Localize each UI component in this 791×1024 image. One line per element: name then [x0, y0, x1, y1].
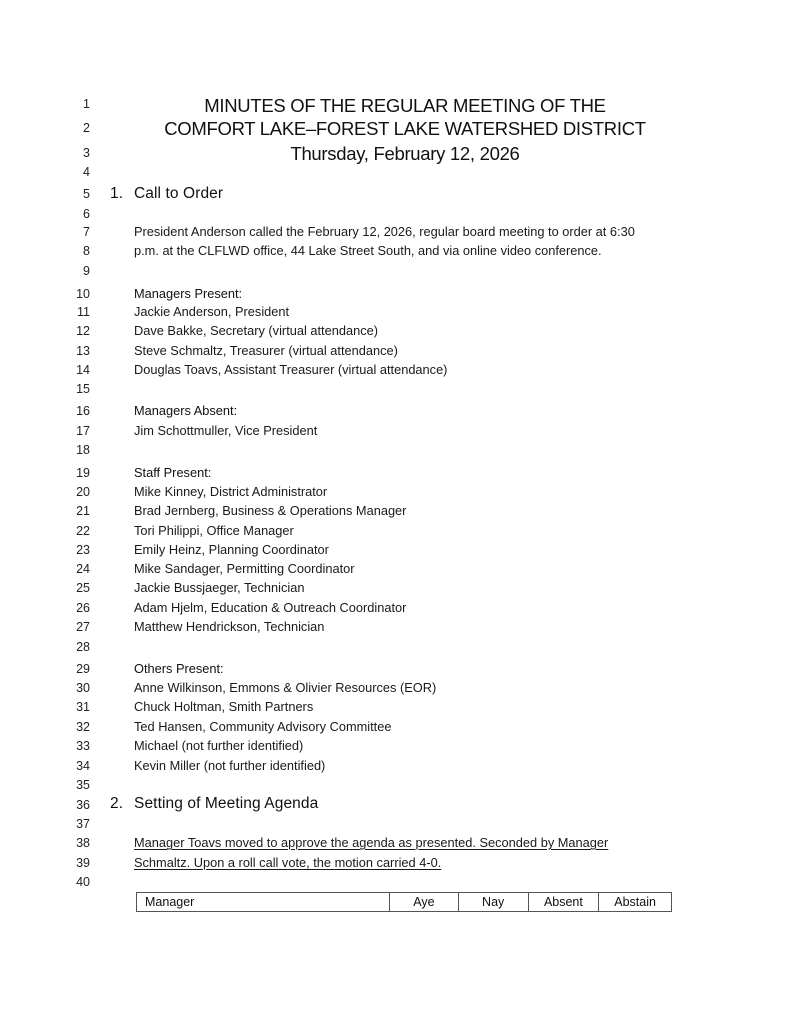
line-number: 22: [76, 524, 90, 538]
others-present-item: Chuck Holtman, Smith Partners: [134, 699, 314, 714]
call-to-order-text-line-2: p.m. at the CLFLWD office, 44 Lake Street South, and via online video conference.: [134, 243, 602, 258]
staff-present-label: Staff Present:: [134, 465, 212, 480]
staff-present-item: Mike Kinney, District Administrator: [134, 484, 328, 499]
others-present-item: Anne Wilkinson, Emmons & Olivier Resources (EOR): [134, 680, 437, 695]
agenda-motion-line-2: Schmaltz. Upon a roll call vote, the motion carried 4-0.: [134, 855, 442, 870]
line-number: 39: [76, 856, 90, 870]
manager-absent-item: Jim Schottmuller, Vice President: [134, 423, 318, 438]
line-number: 4: [83, 165, 90, 179]
line-number: 33: [76, 739, 90, 753]
line-number: 20: [76, 485, 90, 499]
line-number: 1: [83, 97, 90, 111]
staff-present-item: Tori Philippi, Office Manager: [134, 523, 294, 538]
line-number: 37: [76, 817, 90, 831]
section-2-heading: Setting of Meeting Agenda: [134, 795, 319, 812]
line-number: 32: [76, 720, 90, 734]
line-number: 23: [76, 543, 90, 557]
section-1-number: 1.: [110, 185, 124, 202]
vote-table-header-aye: Aye: [390, 893, 459, 911]
others-present-item: Kevin Miller (not further identified): [134, 758, 326, 773]
line-number: 34: [76, 759, 90, 773]
line-number: 13: [76, 344, 90, 358]
line-number: 21: [76, 504, 90, 518]
staff-present-item: Adam Hjelm, Education & Outreach Coordinator: [134, 600, 407, 615]
section-2-number: 2.: [110, 795, 124, 812]
vote-table-header-abstain: Abstain: [614, 895, 656, 909]
staff-present-item: Brad Jernberg, Business & Operations Manager: [134, 503, 407, 518]
staff-present-item: Matthew Hendrickson, Technician: [134, 619, 325, 634]
manager-present-item: Steve Schmaltz, Treasurer (virtual attendance): [134, 343, 398, 358]
line-number: 25: [76, 581, 90, 595]
others-present-item: Ted Hansen, Community Advisory Committee: [134, 719, 392, 734]
staff-present-item: Emily Heinz, Planning Coordinator: [134, 542, 329, 557]
managers-absent-label: Managers Absent:: [134, 403, 238, 418]
line-number: 28: [76, 640, 90, 654]
line-number: 38: [76, 836, 90, 850]
document-title-line-1: MINUTES OF THE REGULAR MEETING OF THE: [204, 95, 606, 116]
vote-table: [136, 892, 672, 912]
line-number: 30: [76, 681, 90, 695]
line-number: 12: [76, 324, 90, 338]
managers-present-label: Managers Present:: [134, 286, 243, 301]
line-number: 17: [76, 424, 90, 438]
line-number: 3: [83, 146, 90, 160]
vote-table-header-nay: Nay: [459, 893, 529, 911]
line-number: 35: [76, 778, 90, 792]
line-number: 5: [83, 187, 90, 201]
line-number: 9: [83, 264, 90, 278]
manager-present-item: Douglas Toavs, Assistant Treasurer (virtual attendance): [134, 362, 448, 377]
line-number: 27: [76, 620, 90, 634]
manager-present-item: Jackie Anderson, President: [134, 304, 290, 319]
line-number: 18: [76, 443, 90, 457]
line-number: 26: [76, 601, 90, 615]
line-number: 24: [76, 562, 90, 576]
staff-present-item: Jackie Bussjaeger, Technician: [134, 580, 305, 595]
document-date: Thursday, February 12, 2026: [290, 143, 520, 164]
section-1-heading: Call to Order: [134, 185, 224, 202]
line-number: 11: [77, 305, 90, 319]
line-number: 7: [83, 225, 90, 239]
call-to-order-text-line-1: President Anderson called the February 12, 2026, regular board meeting to order at 6:30: [134, 224, 635, 239]
line-number: 14: [76, 363, 90, 377]
line-number: 19: [76, 466, 90, 480]
line-number: 29: [76, 662, 90, 676]
line-number: 16: [76, 404, 90, 418]
line-number: 2: [83, 121, 90, 135]
line-number: 8: [83, 244, 90, 258]
line-number: 15: [76, 382, 90, 396]
document-title-line-2: COMFORT LAKE–FOREST LAKE WATERSHED DISTRICT: [164, 118, 646, 139]
vote-table-header-absent: Absent: [529, 893, 600, 911]
line-number: 36: [76, 798, 90, 812]
line-number: 10: [76, 287, 90, 301]
agenda-motion-line-1: Manager Toavs moved to approve the agenda as presented. Seconded by Manager: [134, 835, 609, 850]
others-present-label: Others Present:: [134, 661, 224, 676]
line-number: 6: [83, 207, 90, 221]
vote-table-header-manager: Manager: [137, 893, 390, 911]
manager-present-item: Dave Bakke, Secretary (virtual attendance): [134, 323, 378, 338]
others-present-item: Michael (not further identified): [134, 738, 304, 753]
line-number: 40: [76, 875, 90, 889]
staff-present-item: Mike Sandager, Permitting Coordinator: [134, 561, 355, 576]
line-number: 31: [76, 700, 90, 714]
